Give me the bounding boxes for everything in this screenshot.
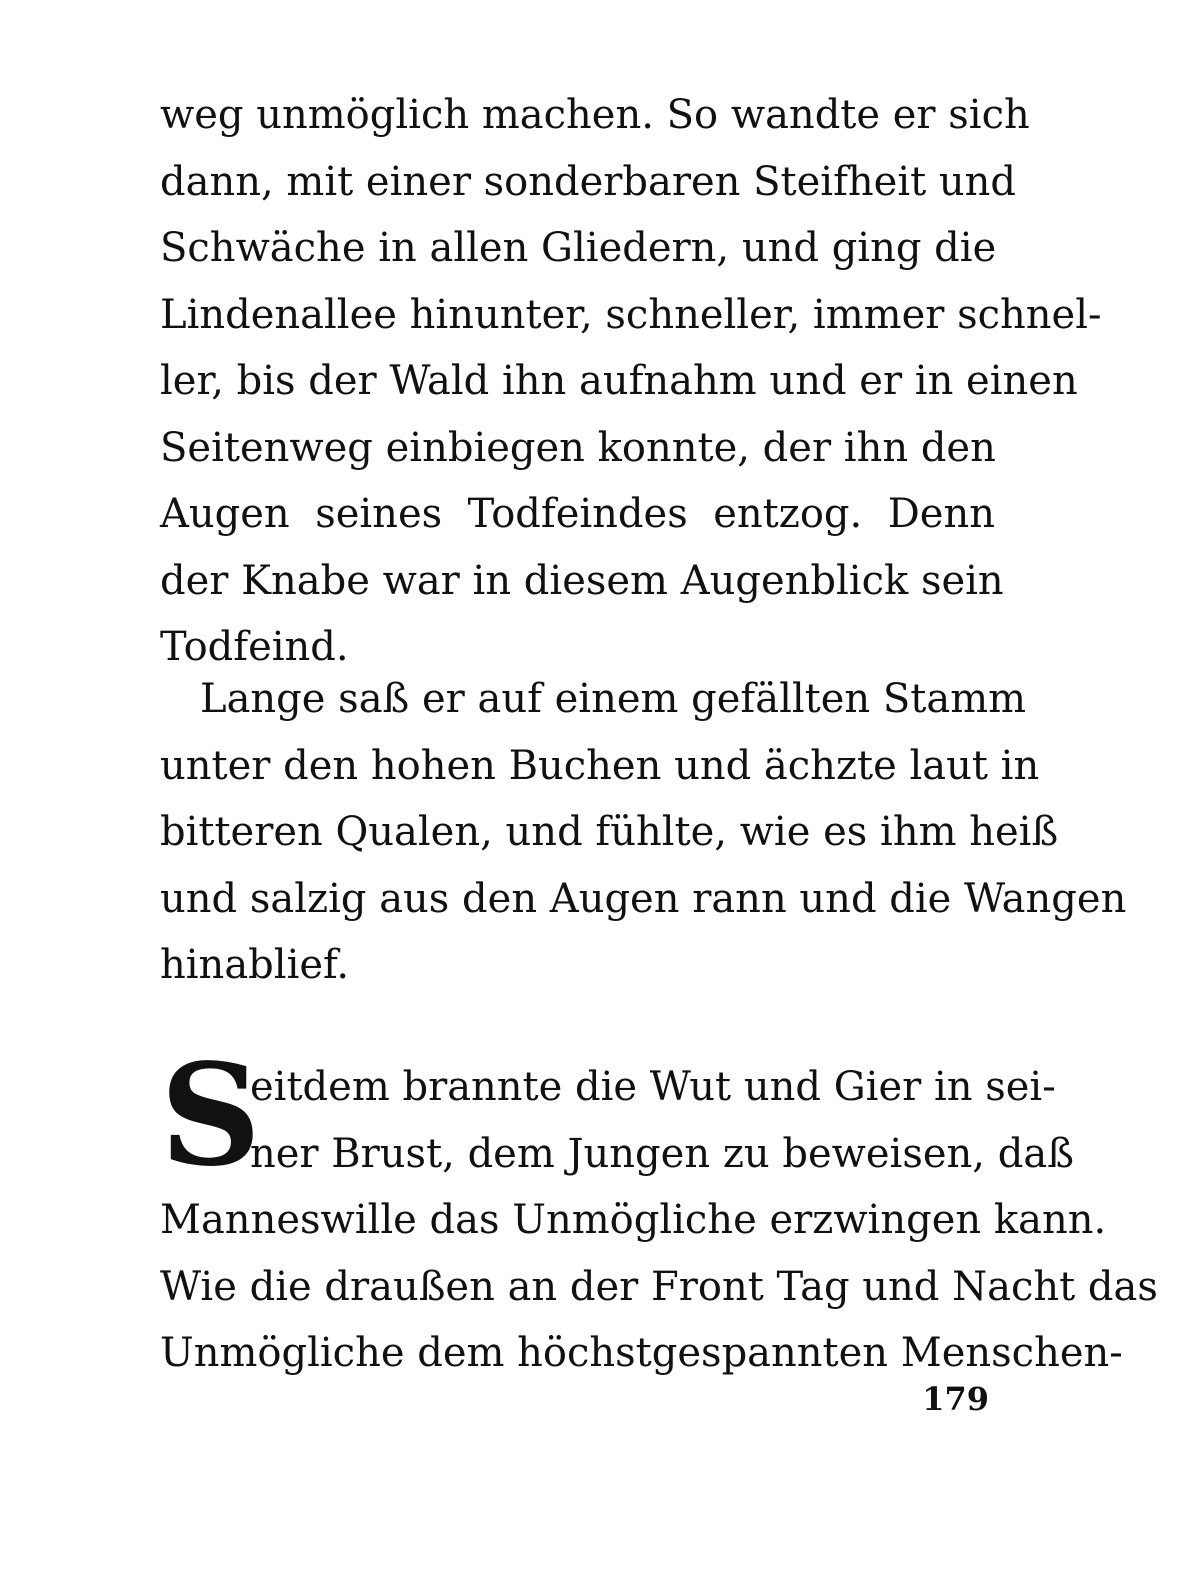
text-line: Manneswille das Unmögliche erzwingen kann. (160, 1197, 1107, 1243)
text-line: eitdem brannte die Wut und Gier in sei- (250, 1064, 1056, 1110)
text-line: dann, mit einer sonderbaren Steifheit und (160, 158, 1017, 205)
text-line: Wie die draußen an der Front Tag und Nacht das (160, 1263, 1158, 1310)
text-line: Schwäche in allen Gliedern, und ging die (160, 225, 997, 271)
text-line: Lange saß er auf einem gefällten Stamm (200, 676, 1027, 722)
paragraph-1 (160, 82, 1102, 681)
text-line: hinablief. (160, 942, 350, 988)
text-line: Todfeind. (160, 624, 349, 670)
drop-cap-section (160, 1034, 1074, 1198)
text-line: Unmögliche dem höchstgespannten Menschen- (160, 1330, 1123, 1376)
text-line: Lindenallee hinunter, schneller, immer schnel- (160, 291, 1102, 338)
text-line: ner Brust, dem Jungen zu beweisen, daß (250, 1130, 1074, 1177)
paragraph-2 (160, 666, 1127, 999)
text-line: Augen seines Todfeindes entzog. Denn (160, 491, 995, 537)
drop-cap-letter: S (160, 1034, 262, 1198)
text-line: und salzig aus den Augen rann und die Wangen (160, 875, 1127, 922)
text-line: unter den hohen Buchen und ächzte laut in (160, 742, 1040, 789)
page-number: 179 (922, 1380, 989, 1418)
text-line: der Knabe war in diesem Augenblick sein (160, 557, 1004, 604)
text-line: ler, bis der Wald ihn aufnahm und er in einen (160, 358, 1078, 404)
paragraph-3 (160, 1034, 1158, 1387)
text-line: weg unmöglich machen. So wandte er sich (160, 92, 1030, 138)
text-line: bitteren Qualen, und fühlte, wie es ihm heiß (160, 809, 1059, 855)
text-line: Seitenweg einbiegen konnte, der ihn den (160, 424, 996, 471)
